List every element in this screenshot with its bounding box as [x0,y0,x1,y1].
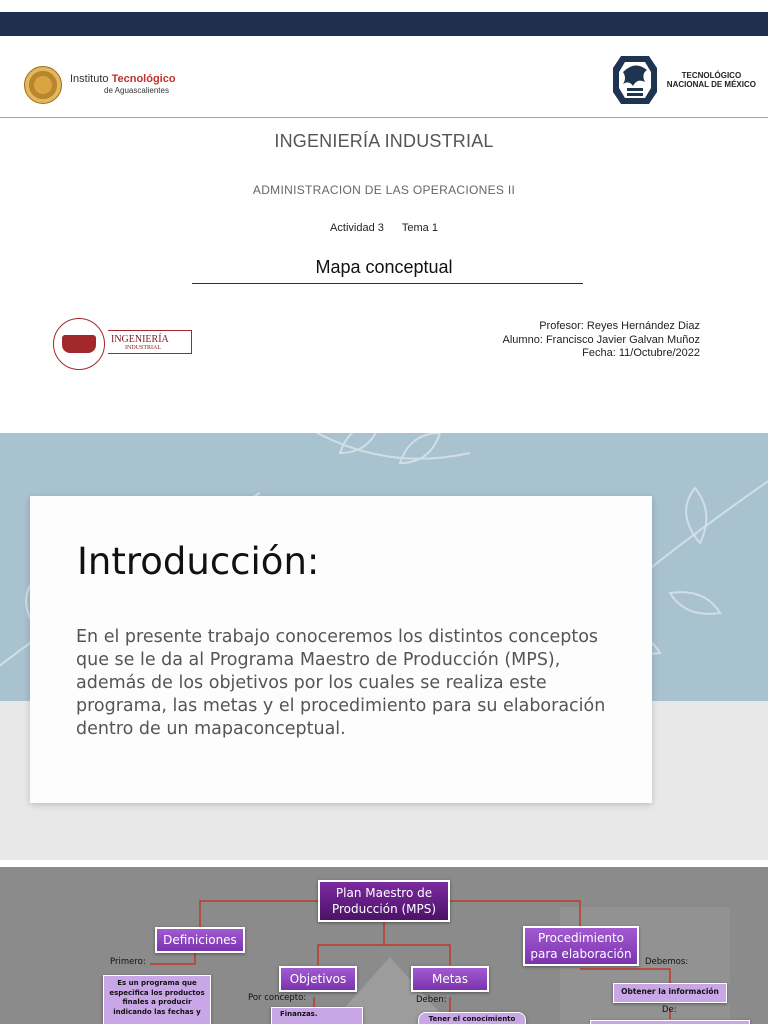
ingenieria-emblem-icon [53,318,105,370]
subject-title: ADMINISTRACION DE LAS OPERACIONES II [252,183,516,197]
node-metas: Metas [411,966,489,992]
node-definiciones: Definiciones [155,927,245,953]
label-deben: Deben: [416,995,447,1005]
tecnm-eagle-icon [611,52,659,108]
tecnm-line1: TECNOLÓGICO [681,71,742,80]
logo-word-ingenieria: INGENIERÍA [111,334,169,345]
ita-logo-text [70,73,176,97]
title-underline [192,283,583,284]
date-line: Fecha: 11/Octubre/2022 [582,347,700,359]
label-de: De: [662,1005,677,1015]
node-root: Plan Maestro de Producción (MPS) [318,880,450,922]
credits-block [503,320,700,361]
node-hidden-below [590,1020,750,1024]
intro-slide [0,433,768,860]
label-por-concepto: Por concepto: [248,993,307,1003]
label-debemos: Debemos: [645,957,689,967]
intro-heading: Introducción: [77,540,320,583]
topic-label: Tema 1 [401,222,438,234]
node-finanzas: Finanzas. [271,1007,363,1024]
node-def-text: Es un programa que especifica los productos finales a producir indicando las fechas y [103,975,211,1024]
tecnm-line2: NACIONAL DE MÉXICO [666,80,756,89]
header-divider [0,117,768,118]
ingenieria-industrial-logo [53,318,169,370]
concept-map-slide [0,867,768,1024]
activity-line [0,222,768,234]
student-line: Alumno: Francisco Javier Galvan Muñoz [502,333,700,346]
node-tener: Tener el conocimiento [418,1012,526,1024]
tecnm-logo [611,52,756,108]
logo-word-industrial: INDUSTRIAL [125,345,161,351]
node-obtener: Obtener la información [613,983,727,1003]
intro-card [30,496,652,803]
intro-body: En el presente trabajo conoceremos los distintos conceptos que se le da al Programa Maestro de Producción (MPS), además de los objetivos por los cuales se realiza este programa, las metas y el procedimiento para su elaboración dentro de un mapaconceptual. [76,627,606,739]
node-procedimiento: Procedimiento para elaboración [523,926,639,966]
node-objetivos: Objetivos [279,966,357,992]
top-bar [0,12,768,36]
career-title: INGENIERÍA INDUSTRIAL [274,131,494,151]
label-primero: Primero: [110,957,146,967]
tecnm-text [667,71,756,89]
document-title: Mapa conceptual [315,257,453,277]
ita-logo [24,66,176,104]
activity-label: Actividad 3 [330,222,384,234]
ita-name-sub: de Aguascalientes [104,86,169,95]
ita-name: Instituto [70,73,109,85]
professor-line: Profesor: Reyes Hernández Diaz [539,320,700,332]
ita-name-bold: Tecnológico [111,73,176,85]
ita-seal-icon [24,66,62,104]
